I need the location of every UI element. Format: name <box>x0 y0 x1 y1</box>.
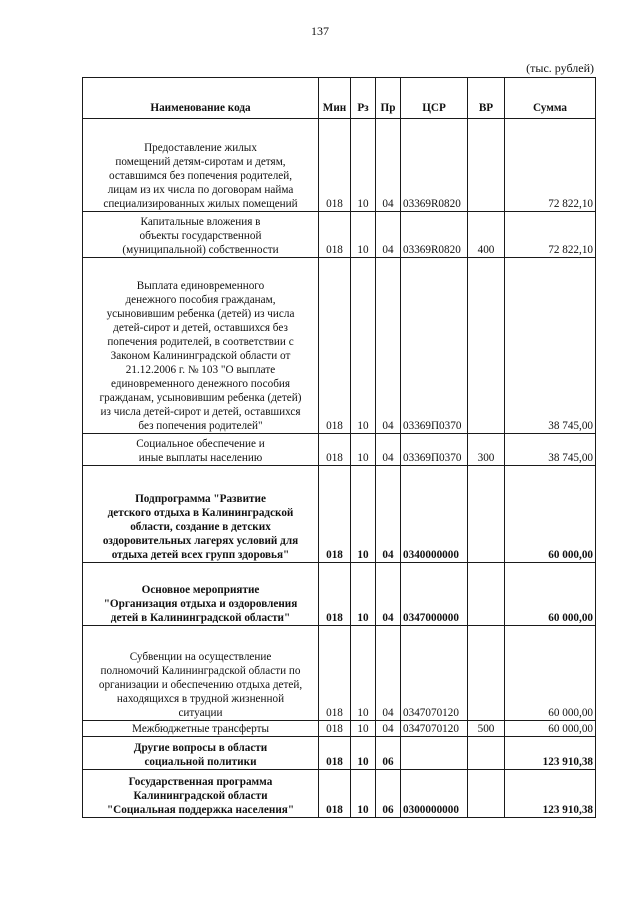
row-pr: 04 <box>376 119 401 212</box>
row-pr: 06 <box>376 770 401 818</box>
row-min: 018 <box>319 737 351 770</box>
row-csr: 03369П0370 <box>401 434 468 466</box>
page-number: 137 <box>311 24 329 38</box>
budget-table <box>82 77 596 818</box>
table-row <box>83 258 596 434</box>
table-row <box>83 721 596 737</box>
table-row <box>83 563 596 626</box>
row-vr <box>468 466 505 563</box>
row-vr: 500 <box>468 721 505 737</box>
row-csr <box>401 737 468 770</box>
row-vr <box>468 737 505 770</box>
row-min: 018 <box>319 626 351 721</box>
row-sum: 60 000,00 <box>505 563 596 626</box>
table-row <box>83 466 596 563</box>
row-sum: 123 910,38 <box>505 770 596 818</box>
row-name: Выплата единовременного денежного пособия гражданам, усыновившим ребенка (детей) из числа детей-сирот и детей, оставшихся без попечения родителей, в соответствии с Законом Калининградской области от 21.12.2006 г. № 103 "О выплате единовременного денежного пособия гражданам, усыновившим ребенка (детей) из числа детей-сирот и детей, оставшихся без попечения родителей" <box>83 258 319 434</box>
row-sum: 38 745,00 <box>505 258 596 434</box>
header-min: Мин <box>319 78 351 119</box>
row-pr: 04 <box>376 626 401 721</box>
row-rz: 10 <box>351 721 376 737</box>
row-rz: 10 <box>351 258 376 434</box>
row-sum: 60 000,00 <box>505 721 596 737</box>
row-pr: 04 <box>376 563 401 626</box>
row-min: 018 <box>319 770 351 818</box>
row-rz: 10 <box>351 626 376 721</box>
row-sum: 60 000,00 <box>505 626 596 721</box>
row-rz: 10 <box>351 212 376 258</box>
row-name: Социальное обеспечение и иные выплаты населению <box>83 434 319 466</box>
row-csr: 03369R0820 <box>401 119 468 212</box>
header-sum: Сумма <box>505 78 596 119</box>
row-vr: 300 <box>468 434 505 466</box>
row-vr <box>468 258 505 434</box>
row-sum: 72 822,10 <box>505 212 596 258</box>
table-row <box>83 119 596 212</box>
row-rz: 10 <box>351 737 376 770</box>
row-name: Межбюджетные трансферты <box>83 721 319 737</box>
row-csr: 0347000000 <box>401 563 468 626</box>
header-name: Наименование кода <box>83 78 319 119</box>
row-name: Государственная программа Калининградской области "Социальная поддержка населения" <box>83 770 319 818</box>
row-sum: 123 910,38 <box>505 737 596 770</box>
row-csr: 03369П0370 <box>401 258 468 434</box>
row-rz: 10 <box>351 770 376 818</box>
row-csr: 0340000000 <box>401 466 468 563</box>
row-rz: 10 <box>351 434 376 466</box>
row-vr <box>468 563 505 626</box>
row-name: Подпрограмма "Развитие детского отдыха в Калининградской области, создание в детских оздоровительных лагерях условий для отдыха детей всех групп здоровья" <box>83 466 319 563</box>
header-csr: ЦСР <box>401 78 468 119</box>
row-vr <box>468 626 505 721</box>
row-sum: 38 745,00 <box>505 434 596 466</box>
row-csr: 0300000000 <box>401 770 468 818</box>
header-pr: Пр <box>376 78 401 119</box>
row-pr: 06 <box>376 737 401 770</box>
row-csr: 0347070120 <box>401 721 468 737</box>
header-vr: ВР <box>468 78 505 119</box>
row-csr: 0347070120 <box>401 626 468 721</box>
row-min: 018 <box>319 721 351 737</box>
row-vr: 400 <box>468 212 505 258</box>
row-name: Капитальные вложения в объекты государственной (муниципальной) собственности <box>83 212 319 258</box>
table-row <box>83 212 596 258</box>
table-row <box>83 434 596 466</box>
row-pr: 04 <box>376 434 401 466</box>
row-rz: 10 <box>351 119 376 212</box>
row-name: Основное мероприятие "Организация отдыха и оздоровления детей в Калининградской области" <box>83 563 319 626</box>
row-rz: 10 <box>351 466 376 563</box>
row-min: 018 <box>319 434 351 466</box>
table-row <box>83 770 596 818</box>
header-row <box>83 78 596 119</box>
header-rz: Рз <box>351 78 376 119</box>
row-name: Другие вопросы в области социальной политики <box>83 737 319 770</box>
row-name: Субвенции на осуществление полномочий Калининградской области по организации и обеспечению отдыха детей, находящихся в трудной жизненной ситуации <box>83 626 319 721</box>
row-sum: 72 822,10 <box>505 119 596 212</box>
row-sum: 60 000,00 <box>505 466 596 563</box>
row-min: 018 <box>319 119 351 212</box>
row-min: 018 <box>319 212 351 258</box>
table-row <box>83 737 596 770</box>
row-min: 018 <box>319 258 351 434</box>
row-pr: 04 <box>376 721 401 737</box>
row-vr <box>468 119 505 212</box>
row-csr: 03369R0820 <box>401 212 468 258</box>
row-min: 018 <box>319 466 351 563</box>
table-row <box>83 626 596 721</box>
row-rz: 10 <box>351 563 376 626</box>
row-pr: 04 <box>376 212 401 258</box>
row-vr <box>468 770 505 818</box>
units-note: (тыс. рублей) <box>526 61 594 75</box>
row-pr: 04 <box>376 466 401 563</box>
row-pr: 04 <box>376 258 401 434</box>
row-name: Предоставление жилых помещений детям-сиротам и детям, оставшимся без попечения родителей, лицам из их числа по договорам найма специализированных жилых помещений <box>83 119 319 212</box>
row-min: 018 <box>319 563 351 626</box>
